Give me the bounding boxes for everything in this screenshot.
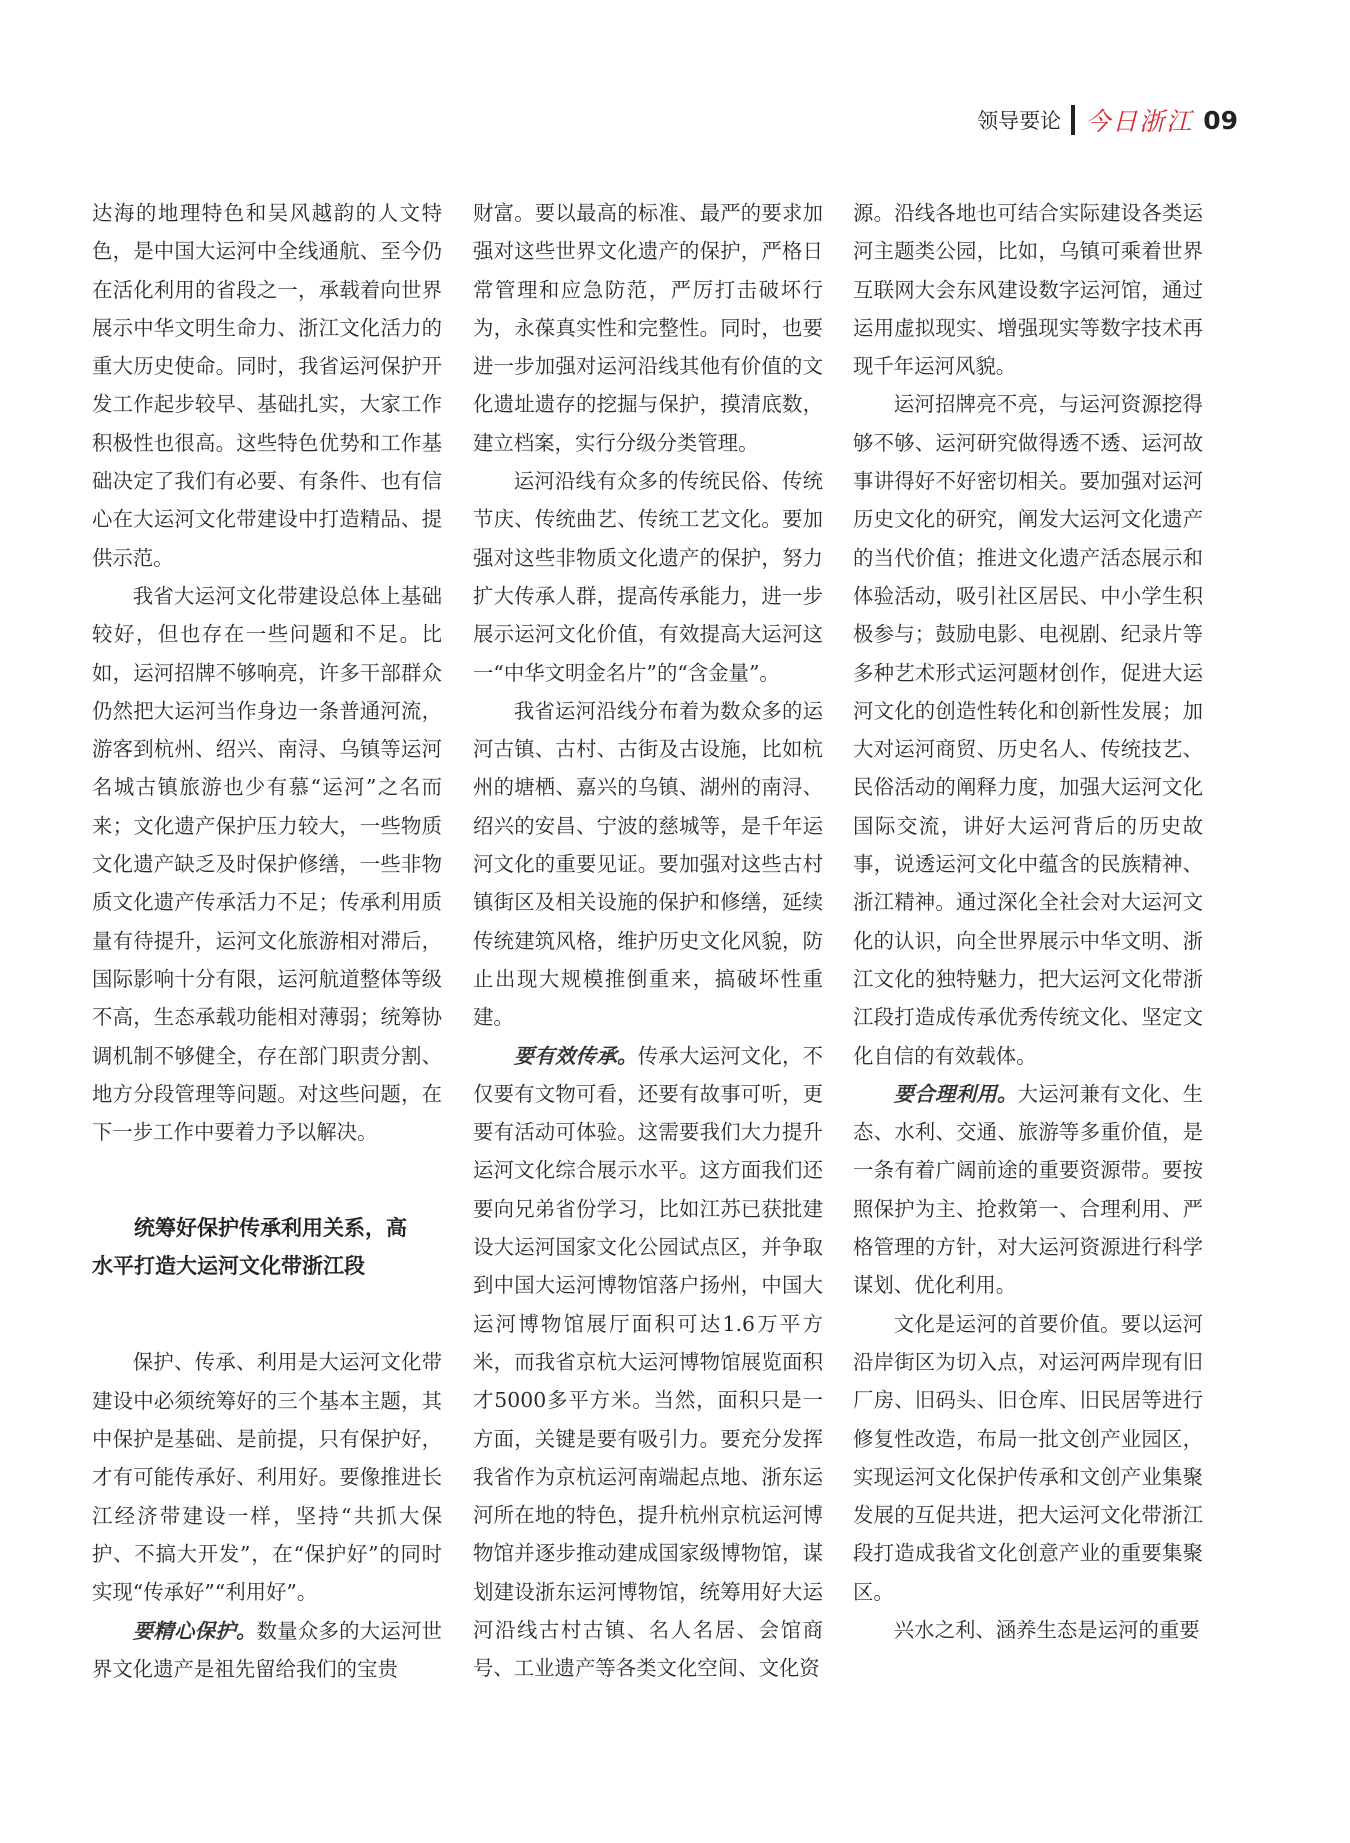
header-divider bbox=[1071, 105, 1075, 135]
paragraph: 运河招牌亮不亮，与运河资源挖得够不够、运河研究做得透不透、运河故事讲得好不好密切相关。要加强对运河历史文化的研究，阐发大运河文化遗产的当代价值；推进文化遗产活态展示和体验活动，吸引社区居民、中小学生积极参与；鼓励电影、电视剧、纪录片等多种艺术形式运河题材创作，促进大运河文化的创造性转化和创新性发展；加大对运河商贸、历史名人、传统技艺、民俗活动的阐释力度，加强大运河文化国际交流，讲好大运河背后的历史故事，说透运河文化中蕴含的民族精神、浙江精神。通过深化全社会对大运河文化的认识，向全世界展示中华文明、浙江文化的独特魅力，把大运河文化带浙江段打造成传承优秀传统文化、坚定文化自信的有效载体。 bbox=[853, 392, 1203, 1068]
paragraph: 我省运河沿线分布着为数众多的运河古镇、古村、古街及古设施，比如杭州的塘栖、嘉兴的乌镇、湖州的南浔、绍兴的安昌、宁波的慈城等，是千年运河文化的重要见证。要加强对这些古村镇街区及相关设施的保护和修缮，延续传统建筑风格，维护历史文化风貌，防止出现大规模推倒重来，搞破坏性重建。 bbox=[473, 698, 823, 1030]
paragraph: 保护、传承、利用是大运河文化带建设中必须统筹好的三个基本主题，其中保护是基础、是前提，只有保护好，才有可能传承好、利用好。要像推进长江经济带建设一样，坚持“共抓大保护、不搞大开发”，在“保护好”的同时实现“传承好”“利用好”。 bbox=[92, 1350, 442, 1605]
paragraph-keyword: 要合理利用。 bbox=[893, 1081, 1018, 1106]
paragraph bbox=[853, 1075, 1203, 1305]
magazine-logo: 今日浙江 bbox=[1085, 107, 1194, 136]
column-1 bbox=[92, 194, 442, 1734]
paragraph: 我省大运河文化带建设总体上基础较好，但也存在一些问题和不足。比如，运河招牌不够响亮，许多干部群众仍然把大运河当作身边一条普通河流，游客到杭州、绍兴、南浔、乌镇等运河名城古镇旅游也少有慕“运河”之名而来；文化遗产保护压力较大，一些物质文化遗产缺乏及时保护修缮，一些非物质文化遗产传承活力不足；传承利用质量有待提升，运河文化旅游相对滞后，国际影响十分有限，运河航道整体等级不高，生态承载功能相对薄弱；统筹协调机制不够健全，存在部门职责分割、地方分段管理等问题。对这些问题，在下一步工作中要着力予以解决。 bbox=[92, 583, 442, 1145]
page-number: 09 bbox=[1203, 105, 1238, 135]
paragraph-text: 数量众多的大运河世界文化遗产是祖先留给我们的宝贵 bbox=[92, 1618, 442, 1681]
page-header bbox=[977, 100, 1238, 140]
paragraph: 兴水之利、涵养生态是运河的重要 bbox=[893, 1617, 1200, 1642]
paragraph bbox=[473, 1037, 823, 1688]
paragraph: 文化是运河的首要价值。要以运河沿岸街区为切入点，对运河两岸现有旧厂房、旧码头、旧仓库、旧民居等进行修复性改造，布局一批文创产业园区，实现运河文化保护传承和文创产业集聚发展的互促共进，把大运河文化带浙江段打造成我省文化创意产业的重要集聚区。 bbox=[853, 1311, 1203, 1604]
paragraph-text: 传承大运河文化，不仅要有文物可看，还要有故事可听，更要有活动可体验。这需要我们大力提升运河文化综合展示水平。这方面我们还要向兄弟省份学习，比如江苏已获批建设大运河国家文化公园试点区，并争取到中国大运河博物馆落户扬州，中国大运河博物馆展厅面积可达1.6万平方米，而我省京杭大运河博物馆展览面积才5000多平方米。当然，面积只是一方面，关键是要有吸引力。要充分发挥我省作为京杭运河南端起点地、浙东运河所在地的特色，提升杭州京杭运河博物馆并逐步推动建成国家级博物馆，谋划建设浙东运河博物馆，统筹用好大运河沿线古村古镇、名人名居、会馆商号、工业遗产等各类文化空间、文化资 bbox=[473, 1043, 823, 1681]
section-name: 领导要论 bbox=[977, 109, 1062, 133]
column-2 bbox=[473, 194, 823, 1734]
paragraph-keyword: 要有效传承。 bbox=[513, 1043, 638, 1068]
paragraph: 源。沿线各地也可结合实际建设各类运河主题类公园，比如，乌镇可乘着世界互联网大会东风建设数字运河馆，通过运用虚拟现实、增强现实等数字技术再现千年运河风貌。 bbox=[853, 201, 1203, 379]
paragraph: 财富。要以最高的标准、最严的要求加强对这些世界文化遗产的保护，严格日常管理和应急防范，严厉打击破坏行为，永葆真实性和完整性。同时，也要进一步加强对运河沿线其他有价值的文化遗址遗存的挖掘与保护，摸清底数，建立档案，实行分级分类管理。 bbox=[473, 201, 823, 455]
paragraph: 达海的地理特色和吴风越韵的人文特色，是中国大运河中全线通航、至今仍在活化利用的省段之一，承载着向世界展示中华文明生命力、浙江文化活力的重大历史使命。同时，我省运河保护开发工作起步较早、基础扎实，大家工作积极性也很高。这些特色优势和工作基础决定了我们有必要、有条件、也有信心在大运河文化带建设中打造精品、提供示范。 bbox=[92, 201, 442, 570]
column-3 bbox=[853, 194, 1203, 1734]
paragraph-text: 大运河兼有文化、生态、水利、交通、旅游等多重价值，是一条有着广阔前途的重要资源带。要按照保护为主、抢救第一、合理利用、严格管理的方针，对大运河资源进行科学谋划、优化利用。 bbox=[853, 1081, 1203, 1298]
section-heading bbox=[92, 1209, 442, 1285]
paragraph bbox=[92, 1612, 442, 1689]
paragraph: 运河沿线有众多的传统民俗、传统节庆、传统曲艺、传统工艺文化。要加强对这些非物质文化遗产的保护，努力扩大传承人群，提高传承能力，进一步展示运河文化价值，有效提高大运河这一“中华文明金名片”的“含金量”。 bbox=[473, 469, 823, 685]
heading-line: 统筹好保护传承利用关系，高 bbox=[134, 1216, 407, 1241]
heading-line: 水平打造大运河文化带浙江段 bbox=[92, 1254, 365, 1279]
paragraph-keyword: 要精心保护。 bbox=[132, 1618, 257, 1643]
